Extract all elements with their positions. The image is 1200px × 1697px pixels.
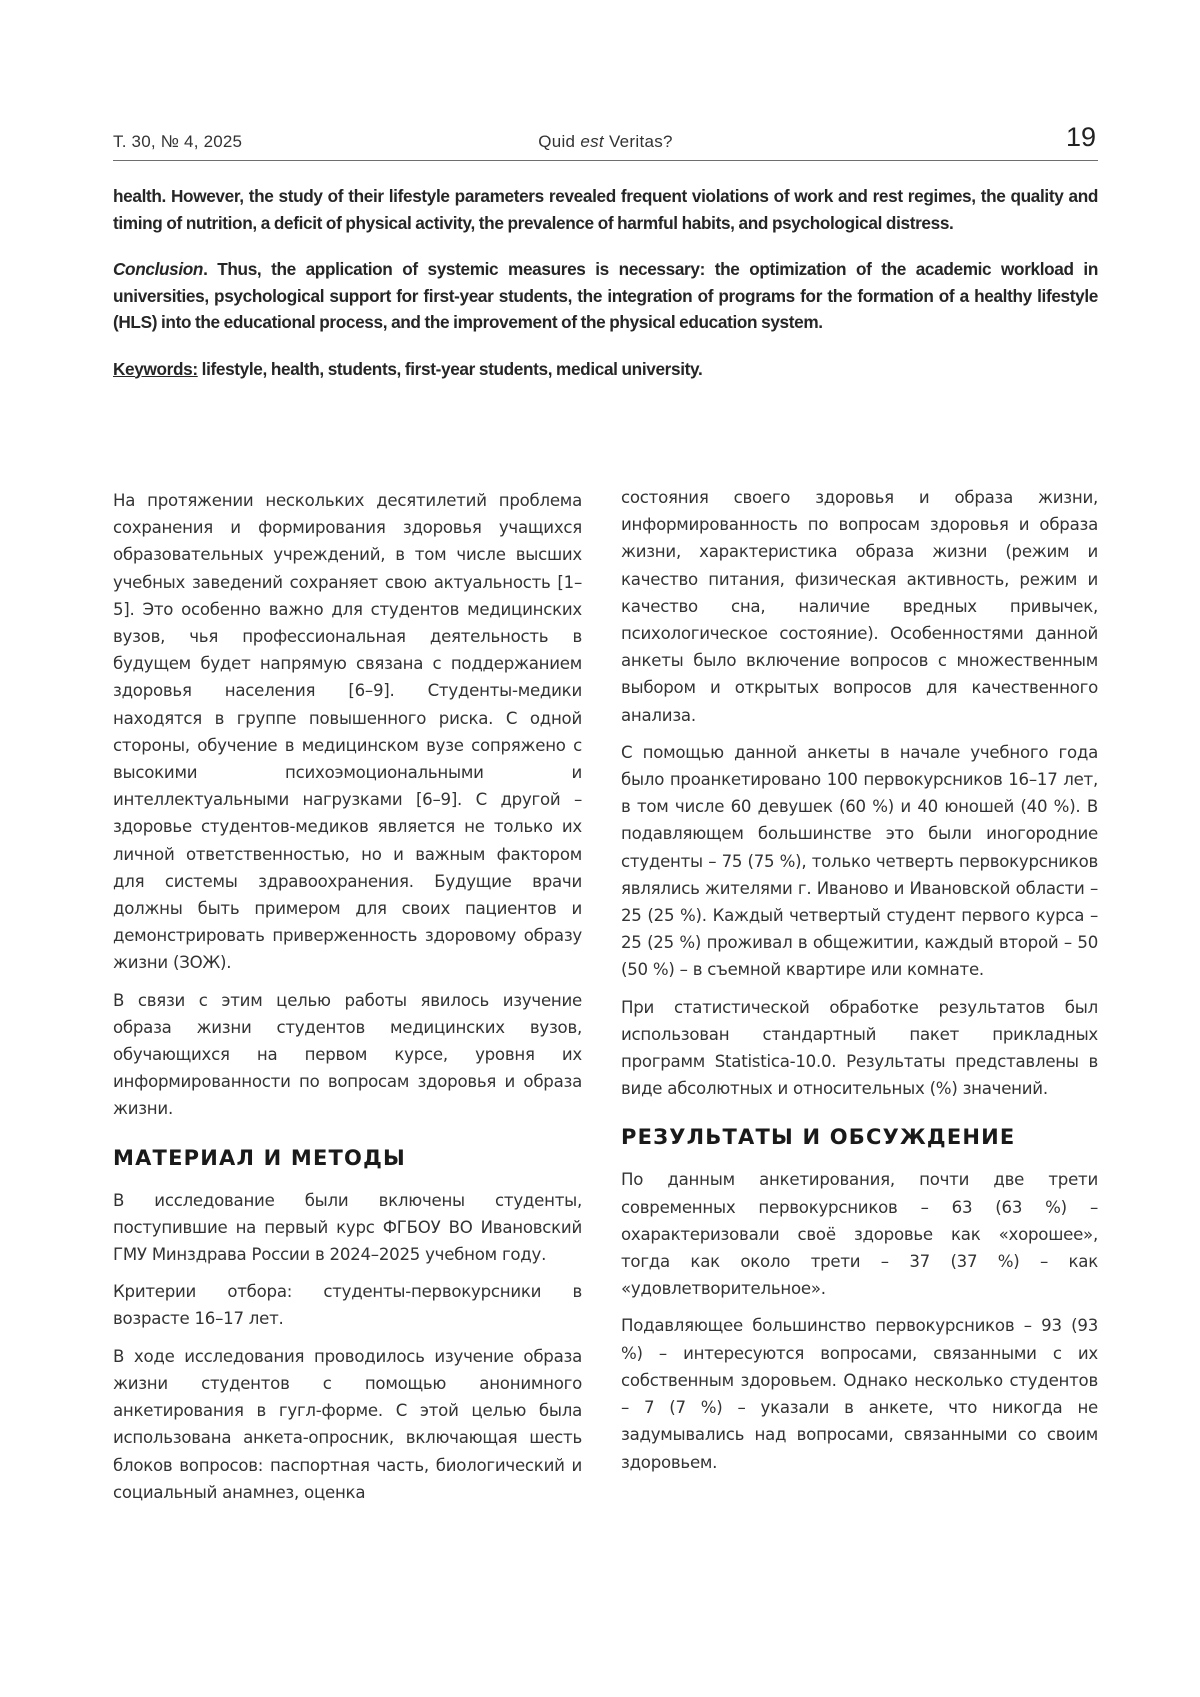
methods-heading: МАТЕРИАЛ И МЕТОДЫ: [113, 1145, 406, 1170]
volume-issue: Т. 30, № 4, 2025: [113, 132, 243, 151]
methods-paragraph-2: Критерии отбора: студенты-первокурсники в возрасте 16–17 лет.: [113, 1282, 582, 1329]
english-abstract: [113, 183, 1098, 382]
page-number: 19: [1065, 122, 1096, 152]
results-paragraph-2: Подавляющее большинство первокурсников – 93 (93 %) – интересуются вопросами, связанными с их собственным здоровьем. Однако несколько студентов – 7 (7 %) – указали в анкете, что никогда не задумывались над вопросами, связанными со своим здоровьем.: [621, 1316, 1098, 1472]
running-header: [113, 122, 1098, 161]
methods-paragraph-3: В ходе исследования проводилось изучение образа жизни студентов с помощью анонимного анкетирования в гугл-форме. С этой целью была использована анкета-опросник, включающая шесть блоков вопросов: паспортная часть, биологический и социальный анамнез, оценка: [113, 1346, 582, 1502]
journal-title: [113, 132, 1098, 152]
keywords-label: Keywords:: [113, 358, 198, 379]
keywords-text: lifestyle, health, students, first-year students, medical university.: [197, 358, 703, 379]
journal-title-prefix: Quid: [538, 132, 581, 151]
methods-paragraph-4: С помощью данной анкеты в начале учебного года было проанкетировано 100 первокурсников 16–17 лет, в том числе 60 девушек (60 %) и 40 юношей (40 %). В подавляющем большинстве это были иногородние студенты – 75 (75 %), только четверть первокурсников являлись жителями г. Иваново и Ивановской области – 25 (25 %). Каждый четвертый студент первого курса – 25 (25 %) проживал в общежитии, каждый второй – 50 (50 %) – в съемной квартире или комнате.: [621, 742, 1098, 980]
results-paragraph-1: По данным анкетирования, почти две трети современных первокурсников – 63 (63 %) – охарактеризовали своё здоровье как «хорошее», тогда как около трети – 37 (37 %) – как «удовлетворительное».: [621, 1170, 1098, 1299]
abstract-results-tail: health. However, the study of their lifestyle parameters revealed frequent violations of work and rest regimes, the quality and timing of nutrition, a deficit of physical activity, the prevalence of harmful habits, and psychological distress.: [113, 186, 1098, 233]
abstract-keywords: [113, 356, 1098, 383]
journal-title-suffix: Veritas?: [603, 132, 673, 151]
journal-title-italic: est: [580, 132, 604, 151]
methods-paragraph-5: При статистической обработке результатов был использован стандартный пакет прикладных программ Statistica-10.0. Результаты представлены в виде абсолютных и относительных (%) значений.: [621, 997, 1098, 1099]
results-heading: РЕЗУЛЬТАТЫ И ОБСУЖДЕНИЕ: [621, 1125, 1016, 1150]
methods-paragraph-1: В исследование были включены студенты, поступившие на первый курс ФГБОУ ВО Ивановский ГМУ Минздрава России в 2024–2025 учебном году.: [113, 1190, 582, 1265]
conclusion-label: Conclusion: [113, 259, 204, 279]
intro-paragraph-1: На протяжении нескольких десятилетий проблема сохранения и формирования здоровья учащихся образовательных учреждений, в том числе высших учебных заведений сохраняет свою актуальность [1–5]. Это особенно важно для студентов медицинских вузов, чья профессиональная деятельность в будущем будет напрямую связана с поддержанием здоровья населения [6–9]. Студенты-медики находятся в группе повышенного риска. С одной стороны, обучение в медицинском вузе сопряжено с высокими психоэмоциональными и интеллектуальными нагрузками [6–9]. С другой – здоровье студентов-медиков является не только их личной ответственностью, но и важным фактором для системы здравоохранения. Будущие врачи должны быть примером для своих пациентов и демонстрировать приверженность здоровому образу жизни (ЗОЖ).: [113, 491, 582, 973]
right-column: [621, 484, 1098, 1486]
methods-paragraph-3-continued: состояния своего здоровья и образа жизни, информированность по вопросам здоровья и образа жизни, характеристика образа жизни (режим и качество питания, физическая активность, режим и качество сна, наличие вредных привычек, психологическое состояние). Особенностями данной анкеты было включение вопросов с множественным выбором и открытых вопросов для качественного анализа.: [621, 488, 1098, 725]
left-column: [113, 487, 582, 1516]
abstract-conclusion: [113, 256, 1098, 336]
intro-paragraph-2: В связи с этим целью работы явилось изучение образа жизни студентов медицинских вузов, обучающихся на первом курсе, уровня их информированности по вопросам здоровья и образа жизни.: [113, 990, 582, 1119]
conclusion-text: . Thus, the application of systemic measures is necessary: the optimization of the academic workload in universities, psychological support for first-year students, the integration of programs for the formation of a healthy lifestyle (HLS) into the educational process, and the improvement of the physical education system.: [113, 259, 1098, 332]
